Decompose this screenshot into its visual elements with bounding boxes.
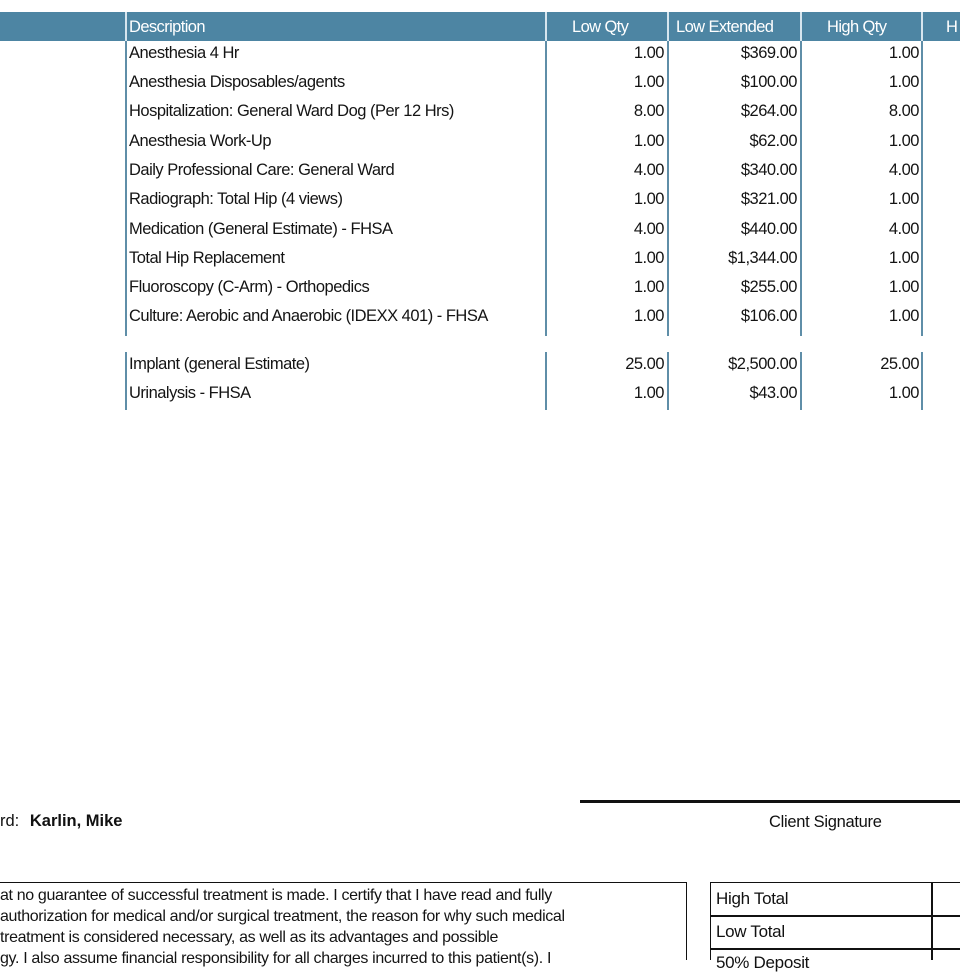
header-high-extended: H bbox=[946, 18, 958, 36]
column-rule bbox=[921, 41, 923, 336]
item-high-qty: 1.00 bbox=[888, 278, 919, 296]
item-low-extended: $100.00 bbox=[740, 73, 797, 91]
low-total-label: Low Total bbox=[716, 922, 785, 941]
header-separator bbox=[667, 12, 669, 41]
item-high-qty: 1.00 bbox=[888, 307, 919, 325]
column-rule bbox=[667, 352, 669, 410]
item-high-qty: 25.00 bbox=[880, 355, 919, 373]
item-low-qty: 1.00 bbox=[633, 384, 664, 402]
item-low-qty: 25.00 bbox=[625, 355, 664, 373]
header-separator bbox=[545, 12, 547, 41]
item-low-qty: 1.00 bbox=[633, 278, 664, 296]
item-low-qty: 1.00 bbox=[633, 132, 664, 150]
item-description: Urinalysis - FHSA bbox=[129, 384, 251, 402]
totals-row-separator bbox=[711, 915, 960, 917]
item-low-qty: 4.00 bbox=[633, 220, 664, 238]
disclaimer-line: gy. I also assume financial responsibility for all charges incurred to this patient(s). I bbox=[0, 950, 552, 967]
client-name-label: rd: bbox=[0, 812, 20, 830]
item-high-qty: 1.00 bbox=[888, 44, 919, 62]
item-description: Daily Professional Care: General Ward bbox=[129, 161, 395, 179]
header-low-extended: Low Extended bbox=[676, 18, 774, 36]
item-low-qty: 4.00 bbox=[633, 161, 664, 179]
consent-disclaimer bbox=[0, 882, 687, 967]
item-low-extended: $369.00 bbox=[740, 44, 797, 62]
item-low-qty: 8.00 bbox=[633, 102, 664, 120]
header-separator bbox=[921, 12, 923, 41]
header-separator bbox=[800, 12, 802, 41]
item-description: Radiograph: Total Hip (4 views) bbox=[129, 190, 343, 208]
high-total-label: High Total bbox=[716, 889, 789, 908]
item-description: Implant (general Estimate) bbox=[129, 355, 310, 373]
item-high-qty: 4.00 bbox=[888, 220, 919, 238]
disclaimer-line: treatment is considered necessary, as well as its advantages and possible bbox=[0, 929, 498, 946]
column-rule bbox=[125, 41, 127, 336]
item-high-qty: 4.00 bbox=[888, 161, 919, 179]
item-low-extended: $2,500.00 bbox=[728, 355, 797, 373]
totals-row-separator bbox=[711, 948, 960, 950]
item-description: Anesthesia Work-Up bbox=[129, 132, 272, 150]
item-low-qty: 1.00 bbox=[633, 44, 664, 62]
item-low-extended: $340.00 bbox=[740, 161, 797, 179]
disclaimer-line: authorization for medical and/or surgical treatment, the reason for why such medical bbox=[0, 908, 565, 925]
item-high-qty: 1.00 bbox=[888, 384, 919, 402]
item-low-extended: $62.00 bbox=[749, 132, 797, 150]
column-rule bbox=[921, 352, 923, 410]
deposit-label: 50% Deposit bbox=[716, 953, 810, 972]
item-high-qty: 1.00 bbox=[888, 190, 919, 208]
item-low-qty: 1.00 bbox=[633, 307, 664, 325]
item-low-extended: $43.00 bbox=[749, 384, 797, 402]
item-description: Fluoroscopy (C-Arm) - Orthopedics bbox=[129, 278, 370, 296]
header-description: Description bbox=[129, 18, 205, 36]
item-high-qty: 8.00 bbox=[888, 102, 919, 120]
column-rule bbox=[545, 352, 547, 410]
item-low-extended: $264.00 bbox=[740, 102, 797, 120]
column-rule bbox=[125, 352, 127, 410]
item-high-qty: 1.00 bbox=[888, 73, 919, 91]
item-low-extended: $440.00 bbox=[740, 220, 797, 238]
item-low-qty: 1.00 bbox=[633, 249, 664, 267]
item-description: Anesthesia 4 Hr bbox=[129, 44, 239, 62]
column-rule bbox=[545, 41, 547, 336]
item-low-qty: 1.00 bbox=[633, 190, 664, 208]
item-description: Medication (General Estimate) - FHSA bbox=[129, 220, 393, 238]
totals-box bbox=[710, 882, 960, 972]
item-high-qty: 1.00 bbox=[888, 249, 919, 267]
header-high-qty: High Qty bbox=[827, 18, 887, 36]
header-low-qty: Low Qty bbox=[572, 18, 629, 36]
item-low-extended: $1,344.00 bbox=[728, 249, 797, 267]
item-low-extended: $321.00 bbox=[740, 190, 797, 208]
disclaimer-line: at no guarantee of successful treatment is made. I certify that I have read and fully bbox=[0, 887, 552, 904]
item-description: Hospitalization: General Ward Dog (Per 12 Hrs) bbox=[129, 102, 454, 120]
item-description: Total Hip Replacement bbox=[129, 249, 285, 267]
client-name: Karlin, Mike bbox=[29, 812, 123, 830]
column-rule bbox=[667, 41, 669, 336]
item-high-qty: 1.00 bbox=[888, 132, 919, 150]
item-description: Anesthesia Disposables/agents bbox=[129, 73, 345, 91]
header-separator bbox=[125, 12, 127, 41]
client-name-line bbox=[0, 812, 122, 831]
item-low-qty: 1.00 bbox=[633, 73, 664, 91]
item-description: Culture: Aerobic and Anaerobic (IDEXX 401) - FHSA bbox=[129, 307, 488, 325]
signature-line bbox=[580, 800, 960, 803]
item-low-extended: $255.00 bbox=[740, 278, 797, 296]
item-low-extended: $106.00 bbox=[740, 307, 797, 325]
client-signature-label: Client Signature bbox=[769, 813, 882, 831]
